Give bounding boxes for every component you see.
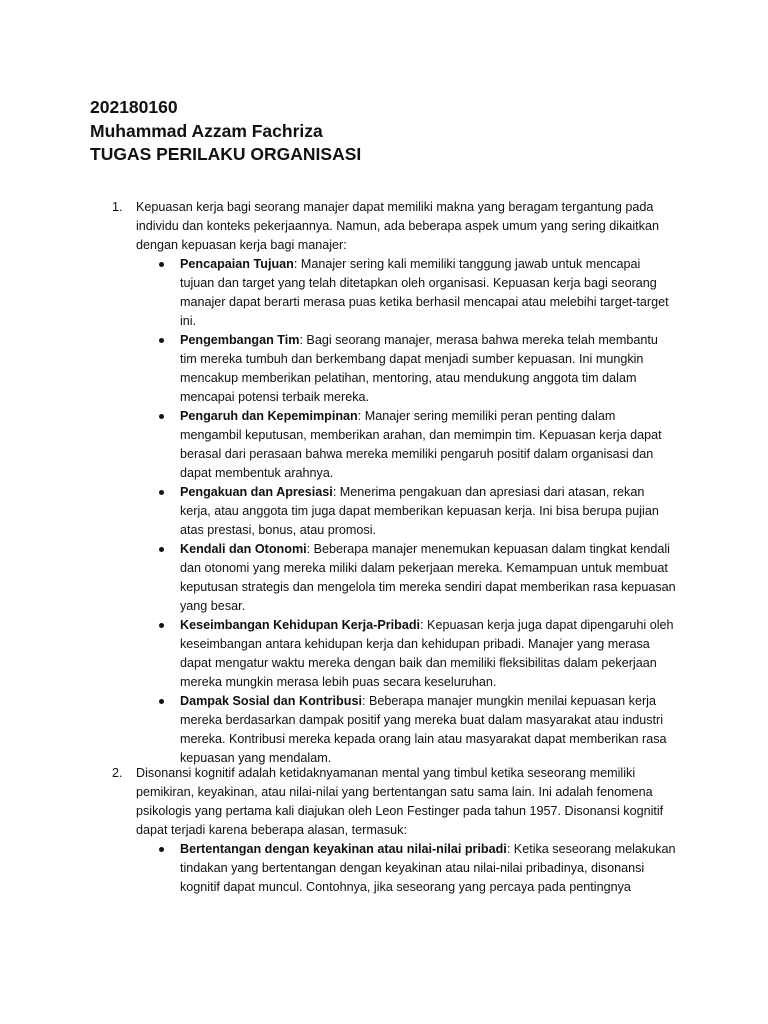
bullet-icon — [159, 414, 164, 419]
bullet-icon — [159, 699, 164, 704]
question-intro: Disonansi kognitif adalah ketidaknyamanan mental yang timbul ketika seseorang memiliki pemikiran, keyakinan, atau nilai-nilai yang bertentangan satu sama lain. Ini adalah fenomena psikologis yang pertama kali diajukan oleh Leon Festinger pada tahun 1957. Disonansi kognitif dapat terjadi karena beberapa alasan, termasuk: — [136, 766, 664, 837]
list-item — [136, 255, 676, 331]
bullet-text: : Kepuasan kerja juga dapat dipengaruhi oleh keseimbangan antara kehidupan kerja dan kehidupan pribadi. Manajer yang merasa dapat mengatur waktu mereka dengan baik dan memiliki fleksibilitas dalam pekerjaan mereka mungkin merasa lebih puas secara keseluruhan. — [180, 618, 674, 689]
question-number: 1. — [112, 200, 123, 214]
bullet-list — [136, 840, 676, 897]
student-id: 202180160 — [90, 97, 178, 117]
question-2 — [112, 764, 676, 897]
bullet-text: : Menerima pengakuan dan apresiasi dari atasan, rekan kerja, atau anggota tim juga dapat memberikan kepuasan kerja. Ini bisa berupa pujian atas prestasi, bonus, atau promosi. — [180, 485, 659, 537]
bullet-text: : Manajer sering memiliki peran penting dalam mengambil keputusan, memberikan arahan, dan memimpin tim. Kepuasan kerja dapat berasal dari perasaan bahwa mereka memiliki pengaruh positif dalam organisasi dan dapat membentuk arahnya. — [180, 409, 662, 480]
bullet-text: : Bagi seorang manajer, merasa bahwa mereka telah membantu tim mereka tumbuh dan berkembang dapat menjadi sumber kepuasan. Ini mungkin mencakup memberikan pelatihan, mentoring, atau mendukung anggota tim dalam mencapai potensi terbaik mereka. — [180, 333, 658, 404]
bullet-icon — [159, 338, 164, 343]
document-header — [90, 96, 361, 167]
bullet-term: Pencapaian Tujuan — [180, 257, 294, 271]
bullet-text: : Ketika seseorang melakukan tindakan yang bertentangan dengan keyakinan atau nilai-nilai pribadinya, disonansi kognitif dapat muncul. Contohnya, jika seseorang yang percaya pada pentingnya — [180, 842, 676, 894]
list-item — [136, 692, 676, 768]
list-item — [136, 616, 676, 692]
bullet-icon — [159, 623, 164, 628]
list-item — [136, 540, 676, 616]
bullet-icon — [159, 490, 164, 495]
bullet-term: Pengembangan Tim — [180, 333, 300, 347]
bullet-term: Dampak Sosial dan Kontribusi — [180, 694, 362, 708]
bullet-icon — [159, 847, 164, 852]
question-intro: Kepuasan kerja bagi seorang manajer dapat memiliki makna yang beragam tergantung pada individu dan konteks pekerjaannya. Namun, ada beberapa aspek umum yang sering dikaitkan dengan kepuasan kerja bagi manajer: — [136, 200, 659, 252]
list-item — [136, 483, 676, 540]
list-item — [136, 331, 676, 407]
bullet-list — [136, 255, 676, 768]
list-item — [136, 840, 676, 897]
bullet-term: Pengakuan dan Apresiasi — [180, 485, 333, 499]
bullet-text: : Beberapa manajer menemukan kepuasan dalam tingkat kendali dan otonomi yang mereka miliki dalam pekerjaan mereka. Kemampuan untuk membuat keputusan strategis dan mengelola tim mereka sendiri dapat memberikan rasa kepuasan yang besar. — [180, 542, 676, 613]
bullet-term: Keseimbangan Kehidupan Kerja-Pribadi — [180, 618, 421, 632]
question-number: 2. — [112, 766, 123, 780]
list-item — [136, 407, 676, 483]
bullet-text: : Beberapa manajer mungkin menilai kepuasan kerja mereka berdasarkan dampak positif yang mereka buat dalam masyarakat atau industri mereka. Kontribusi mereka kepada orang lain atau masyarakat dapat memberikan rasa kepuasan yang mendalam. — [180, 694, 667, 765]
student-name: Muhammad Azzam Fachriza — [90, 120, 323, 141]
bullet-icon — [159, 262, 164, 267]
bullet-term: Pengaruh dan Kepemimpinan — [180, 409, 358, 423]
bullet-text: : Manajer sering kali memiliki tanggung jawab untuk mencapai tujuan dan target yang telah ditetapkan oleh organisasi. Kepuasan kerja bagi seorang manajer dapat berarti merasa puas ketika berhasil mencapai atau melebihi target-target ini. — [180, 257, 669, 328]
assignment-title: TUGAS PERILAKU ORGANISASI — [90, 144, 362, 164]
question-1 — [112, 198, 676, 768]
bullet-icon — [159, 547, 164, 552]
bullet-term: Kendali dan Otonomi — [180, 542, 307, 556]
bullet-term: Bertentangan dengan keyakinan atau nilai-nilai pribadi — [180, 842, 507, 856]
